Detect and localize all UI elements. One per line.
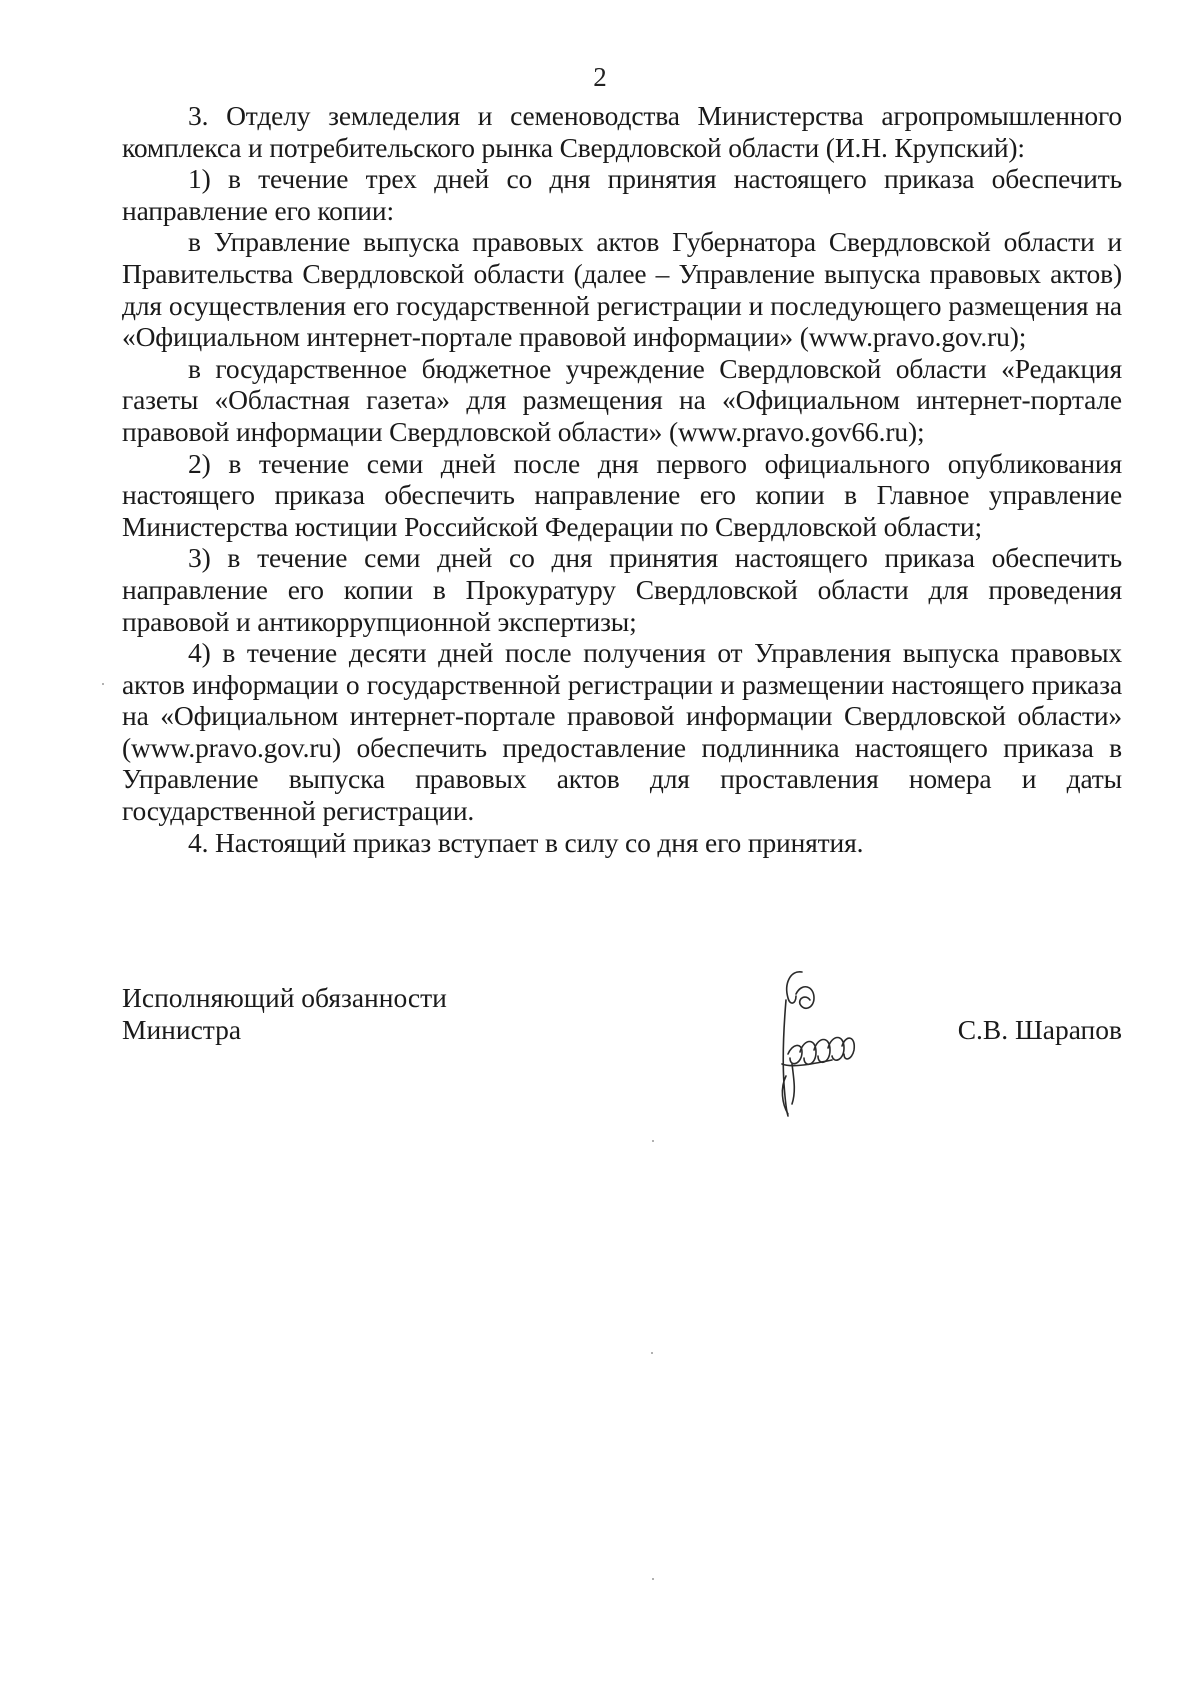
paragraph-subitem-1: 1) в течение трех дней со дня принятия настоящего приказа обеспечить направление его копии: bbox=[122, 163, 1122, 226]
paragraph-item-4: 4. Настоящий приказ вступает в силу со дня его принятия. bbox=[188, 826, 864, 858]
signatory-position-line-1: Исполняющий обязанности bbox=[122, 982, 447, 1013]
paragraph-subitem-3: 3) в течение семи дней со дня принятия настоящего приказа обеспечить направление его копии в Прокуратуру Свердловской области для проведения правовой и антикоррупционной экспертизы; bbox=[122, 542, 1122, 637]
paragraph-subitem-4: 4) в течение десяти дней после получения от Управления выпуска правовых актов информации о государственной регистрации и размещении настоящего приказа на «Официальном интернет-портале правовой информации Свердловской области» (www.pravo.gov.ru) обеспечить предоставление подлинника настоящего приказа в Управление выпуска правовых актов для проставления номера и даты государственной регистрации. bbox=[122, 637, 1122, 827]
signatory-name: С.В. Шарапов bbox=[957, 1014, 1122, 1045]
signatory-position bbox=[122, 982, 447, 1045]
signature-block bbox=[122, 982, 1122, 1142]
signatory-position-line-2: Министра bbox=[122, 1013, 242, 1045]
handwritten-signature bbox=[762, 964, 872, 1124]
scan-speck bbox=[652, 1578, 654, 1580]
scan-speck bbox=[102, 683, 104, 685]
paragraph-subitem-2: 2) в течение семи дней после дня первого официального опубликования настоящего приказа обеспечить направление его копии в Главное управление Министерства юстиции Российской Федерации по Свердловской области; bbox=[122, 447, 1122, 542]
paragraph-recipient-oblastnaya-gazeta: в государственное бюджетное учреждение Свердловской области «Редакция газеты «Областная газета» для размещения на «Официальном интернет-портале правовой информации Свердловской области» (www.pravo.gov66.ru); bbox=[122, 352, 1122, 447]
paragraph-recipient-governor-office: в Управление выпуска правовых актов Губернатора Свердловской области и Правительства Свердловской области (далее – Управление выпуска правовых актов) для осуществления его государственной регистрации и последующего размещения на «Официальном интернет-портале правовой информации» (www.pravo.gov.ru); bbox=[122, 226, 1122, 353]
document-body bbox=[122, 100, 1122, 858]
scan-speck bbox=[652, 1140, 654, 1142]
paragraph-item-3: 3. Отделу земледелия и семеноводства Министерства агропромышленного комплекса и потребительского рынка Свердловской области (И.Н. Крупский): bbox=[122, 100, 1122, 163]
page-number: 2 bbox=[593, 62, 607, 92]
scan-speck bbox=[651, 1352, 653, 1354]
